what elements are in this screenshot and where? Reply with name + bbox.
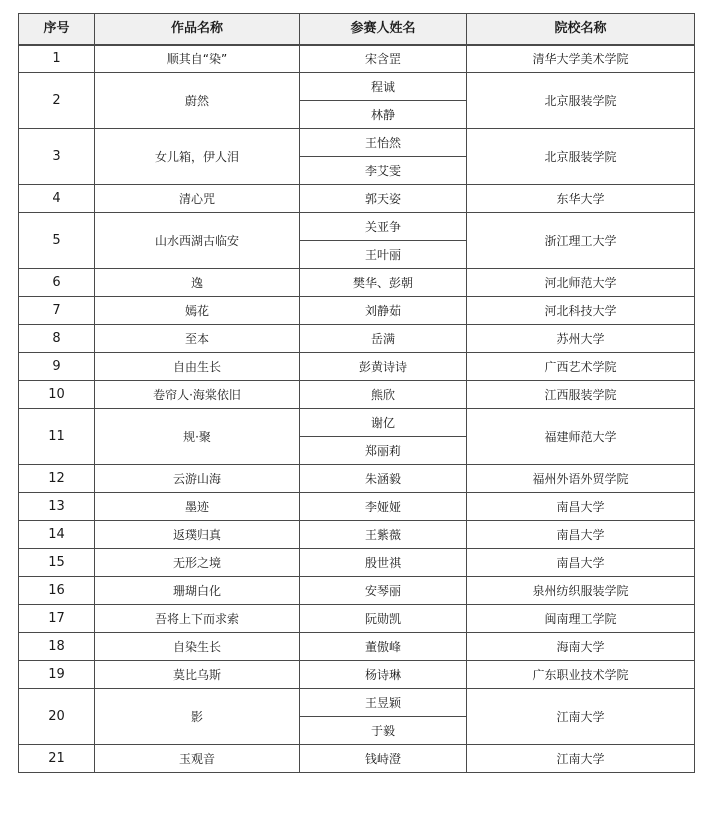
cell-number: 4 — [19, 185, 95, 213]
cell-number: 16 — [19, 577, 95, 605]
cell-participant: 熊欣 — [300, 381, 467, 409]
cell-participant: 朱涵毅 — [300, 465, 467, 493]
cell-number: 8 — [19, 325, 95, 353]
cell-school: 江南大学 — [467, 689, 695, 745]
table-header — [19, 14, 695, 45]
table-row — [19, 269, 695, 297]
cell-number: 1 — [19, 45, 95, 73]
cell-participant: 安琴丽 — [300, 577, 467, 605]
cell-participant: 谢亿 — [300, 409, 467, 437]
cell-participant: 李娅娅 — [300, 493, 467, 521]
cell-participant: 程诚 — [300, 73, 467, 101]
table-row — [19, 493, 695, 521]
cell-participant: 郭天姿 — [300, 185, 467, 213]
cell-participant: 阮勋凯 — [300, 605, 467, 633]
cell-participant: 宋含罡 — [300, 45, 467, 73]
cell-participant: 王昱颖 — [300, 689, 467, 717]
table-row — [19, 661, 695, 689]
cell-number: 17 — [19, 605, 95, 633]
cell-work-title: 至本 — [95, 325, 300, 353]
cell-number: 12 — [19, 465, 95, 493]
cell-school: 广西艺术学院 — [467, 353, 695, 381]
table-row — [19, 297, 695, 325]
cell-school: 海南大学 — [467, 633, 695, 661]
cell-school: 北京服装学院 — [467, 73, 695, 129]
cell-participant: 林静 — [300, 101, 467, 129]
cell-school: 南昌大学 — [467, 549, 695, 577]
cell-participant: 于毅 — [300, 717, 467, 745]
header-work-title: 作品名称 — [95, 14, 300, 45]
cell-participant: 樊华、彭朝 — [300, 269, 467, 297]
table-row — [19, 381, 695, 409]
cell-participant: 刘静茹 — [300, 297, 467, 325]
table-row — [19, 213, 695, 241]
cell-number: 18 — [19, 633, 95, 661]
table-row — [19, 521, 695, 549]
table-row — [19, 689, 695, 717]
cell-work-title: 自染生长 — [95, 633, 300, 661]
header-number: 序号 — [19, 14, 95, 45]
cell-school: 苏州大学 — [467, 325, 695, 353]
cell-school: 福建师范大学 — [467, 409, 695, 465]
cell-number: 11 — [19, 409, 95, 465]
cell-work-title: 逸 — [95, 269, 300, 297]
results-table — [18, 13, 695, 773]
table-row — [19, 185, 695, 213]
cell-participant: 钱峙澄 — [300, 745, 467, 773]
cell-work-title: 珊瑚白化 — [95, 577, 300, 605]
cell-work-title: 无形之境 — [95, 549, 300, 577]
table-row — [19, 633, 695, 661]
cell-school: 福州外语外贸学院 — [467, 465, 695, 493]
results-table-container — [18, 13, 694, 773]
table-row — [19, 605, 695, 633]
cell-number: 9 — [19, 353, 95, 381]
cell-participant: 王紫薇 — [300, 521, 467, 549]
cell-work-title: 影 — [95, 689, 300, 745]
cell-work-title: 嫣花 — [95, 297, 300, 325]
cell-work-title: 卷帘人·海棠依旧 — [95, 381, 300, 409]
table-row — [19, 73, 695, 101]
cell-number: 3 — [19, 129, 95, 185]
cell-school: 江南大学 — [467, 745, 695, 773]
cell-participant: 董傲峰 — [300, 633, 467, 661]
table-body — [19, 45, 695, 773]
cell-participant: 殷世祺 — [300, 549, 467, 577]
cell-school: 闽南理工学院 — [467, 605, 695, 633]
cell-work-title: 莫比乌斯 — [95, 661, 300, 689]
cell-number: 5 — [19, 213, 95, 269]
cell-number: 20 — [19, 689, 95, 745]
table-row — [19, 549, 695, 577]
cell-number: 19 — [19, 661, 95, 689]
cell-number: 10 — [19, 381, 95, 409]
cell-school: 清华大学美术学院 — [467, 45, 695, 73]
cell-work-title: 墨迹 — [95, 493, 300, 521]
cell-work-title: 规·聚 — [95, 409, 300, 465]
cell-number: 21 — [19, 745, 95, 773]
cell-school: 江西服装学院 — [467, 381, 695, 409]
cell-number: 6 — [19, 269, 95, 297]
cell-participant: 王怡然 — [300, 129, 467, 157]
cell-school: 浙江理工大学 — [467, 213, 695, 269]
cell-participant: 岳满 — [300, 325, 467, 353]
cell-school: 东华大学 — [467, 185, 695, 213]
cell-participant: 王叶丽 — [300, 241, 467, 269]
cell-work-title: 返璞归真 — [95, 521, 300, 549]
header-row — [19, 14, 695, 45]
cell-school: 泉州纺织服装学院 — [467, 577, 695, 605]
cell-school: 河北科技大学 — [467, 297, 695, 325]
cell-participant: 彭黄诗诗 — [300, 353, 467, 381]
cell-participant: 李艾雯 — [300, 157, 467, 185]
cell-school: 南昌大学 — [467, 521, 695, 549]
cell-number: 7 — [19, 297, 95, 325]
cell-number: 13 — [19, 493, 95, 521]
cell-work-title: 自由生长 — [95, 353, 300, 381]
table-row — [19, 745, 695, 773]
cell-participant: 杨诗琳 — [300, 661, 467, 689]
cell-work-title: 清心咒 — [95, 185, 300, 213]
table-row — [19, 353, 695, 381]
cell-school: 河北师范大学 — [467, 269, 695, 297]
cell-number: 15 — [19, 549, 95, 577]
cell-work-title: 蔚然 — [95, 73, 300, 129]
table-row — [19, 465, 695, 493]
cell-school: 北京服装学院 — [467, 129, 695, 185]
table-row — [19, 577, 695, 605]
cell-number: 2 — [19, 73, 95, 129]
cell-school: 广东职业技术学院 — [467, 661, 695, 689]
table-row — [19, 409, 695, 437]
cell-work-title: 吾将上下而求索 — [95, 605, 300, 633]
table-row — [19, 129, 695, 157]
cell-work-title: 山水西湖古临安 — [95, 213, 300, 269]
cell-work-title: 女儿箱，伊人泪 — [95, 129, 300, 185]
table-row — [19, 325, 695, 353]
table-row — [19, 45, 695, 73]
cell-participant: 郑丽莉 — [300, 437, 467, 465]
cell-work-title: 玉观音 — [95, 745, 300, 773]
cell-participant: 关亚争 — [300, 213, 467, 241]
header-school: 院校名称 — [467, 14, 695, 45]
cell-school: 南昌大学 — [467, 493, 695, 521]
cell-work-title: 顺其自“染” — [95, 45, 300, 73]
cell-work-title: 云游山海 — [95, 465, 300, 493]
header-participant: 参赛人姓名 — [300, 14, 467, 45]
cell-number: 14 — [19, 521, 95, 549]
